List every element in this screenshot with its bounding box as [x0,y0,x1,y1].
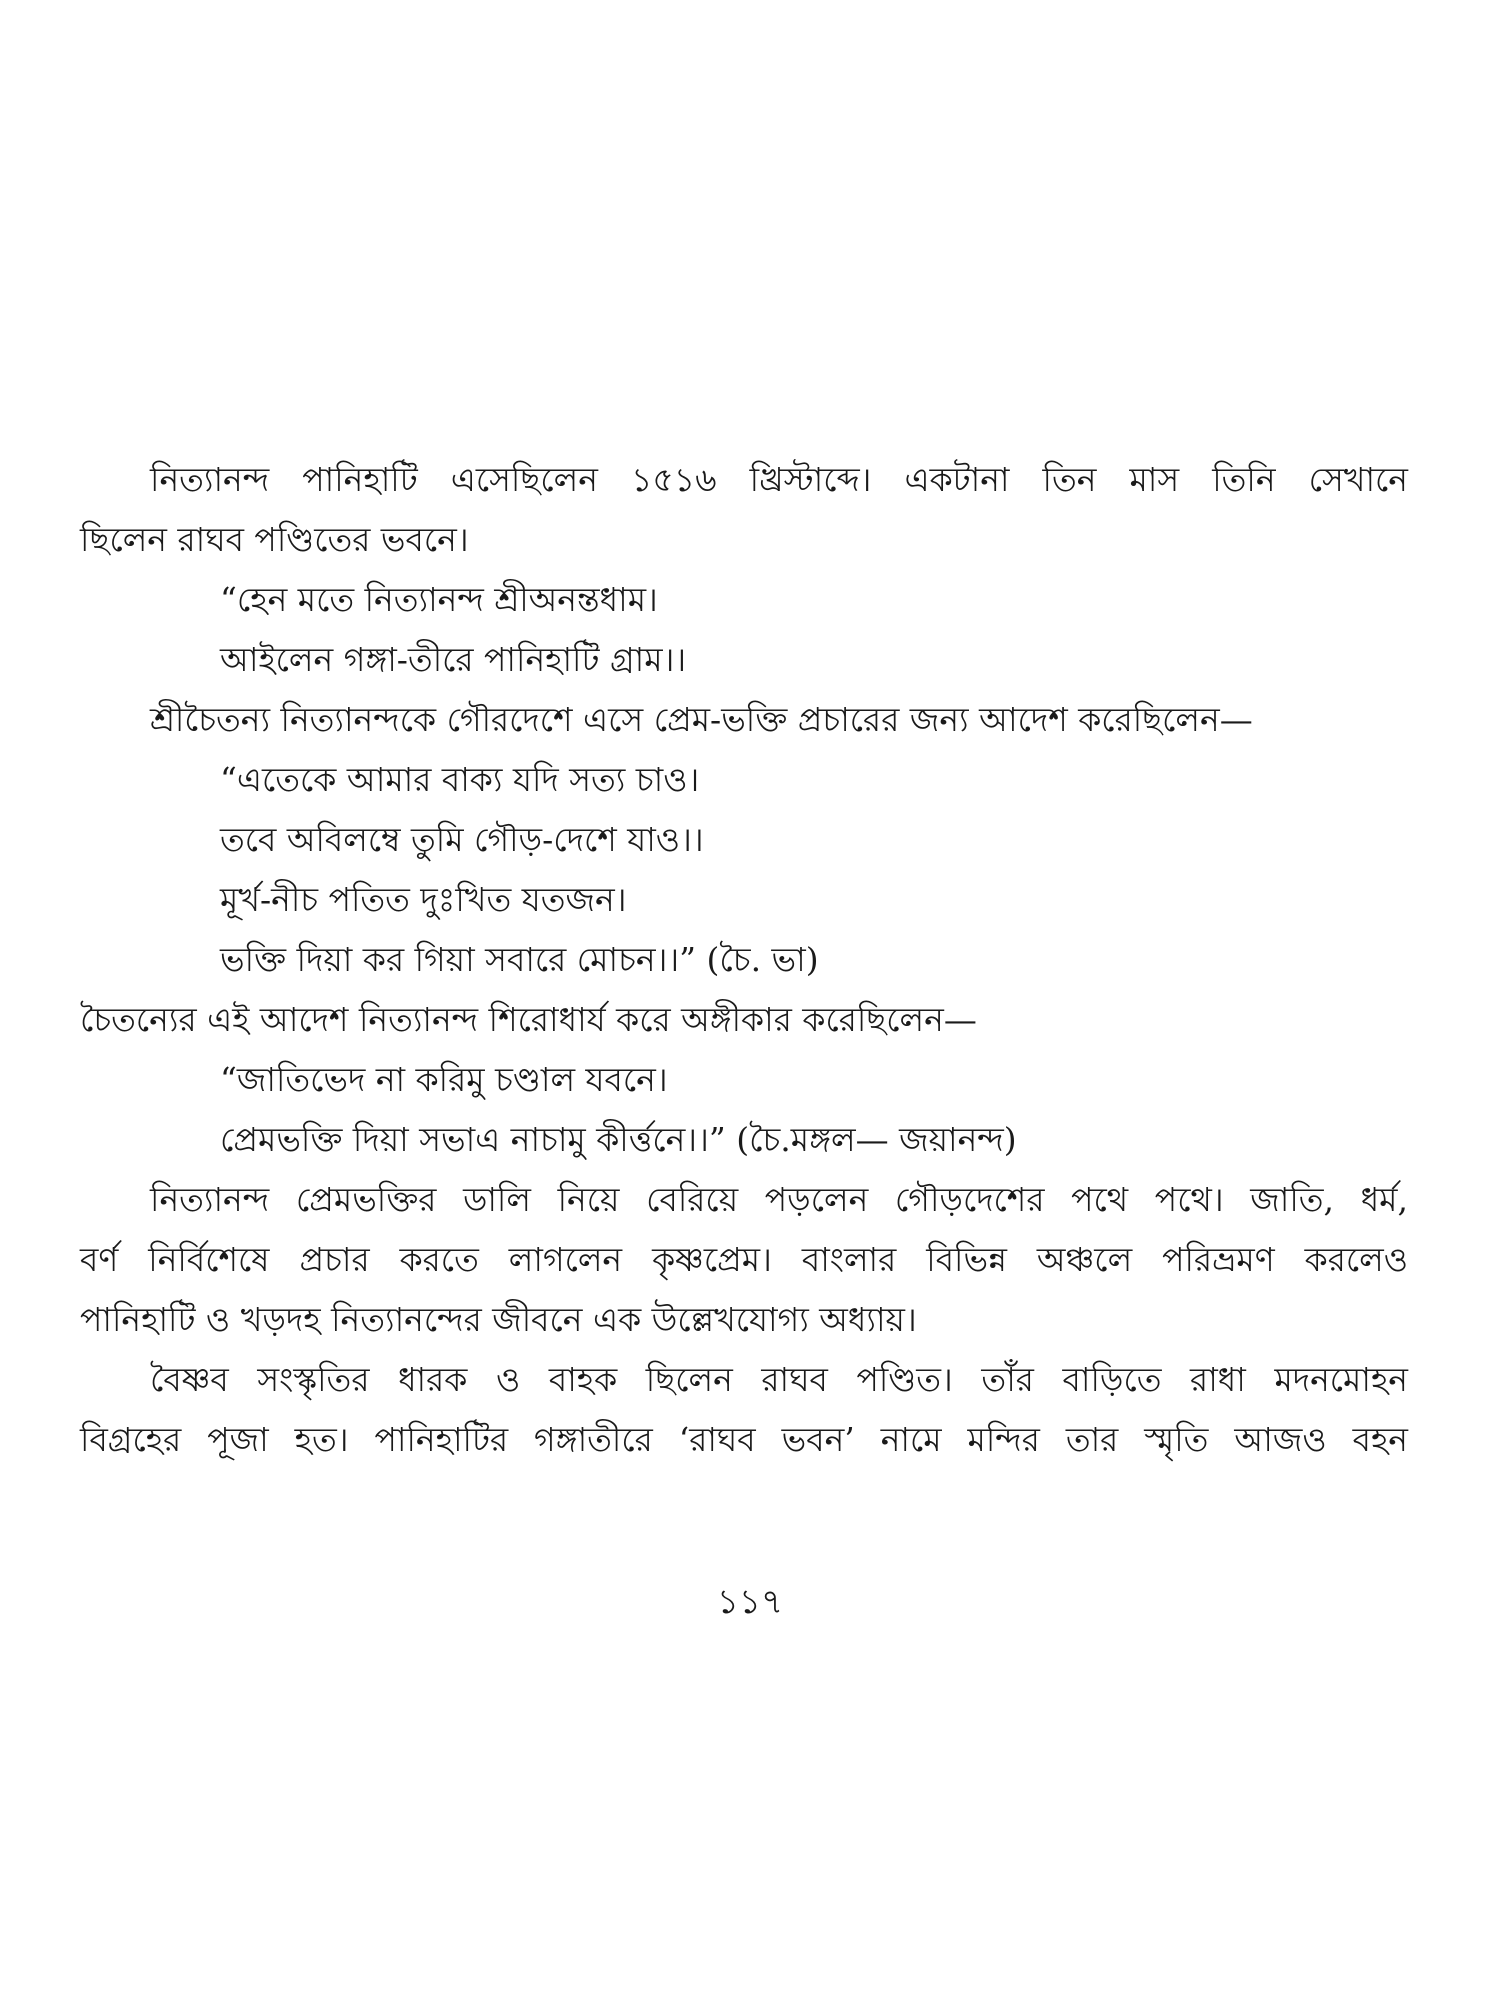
verse-1-line-2: আইলেন গঙ্গা-তীরে পানিহাটি গ্রাম।। [220,640,687,679]
page-number: ১১৭ [716,1582,784,1622]
paragraph-4-line-3: পানিহাটি ও খড়দহ নিত্যানন্দের জীবনে এক উল্লেখযোগ্য অধ্যায়। [80,1300,917,1339]
verse-2-line-3: মূর্খ-নীচ পতিত দুঃখিত যতজন। [220,880,627,919]
verse-3-line-2: প্রেমভক্তি দিয়া সভাএ নাচামু কীর্ত্তনে।।” (চৈ.মঙ্গল— জয়ানন্দ) [220,1120,1017,1159]
paragraph-4-line-2: বর্ণ নির্বিশেষে প্রচার করতে লাগলেন কৃষ্ণপ্রেম। বাংলার বিভিন্ন অঞ্চলে পরিভ্রমণ করলেও [80,1240,1408,1279]
verse-2-line-4: ভক্তি দিয়া কর গিয়া সবারে মোচন।।” (চৈ. ভা) [220,940,819,979]
paragraph-5-line-1: বৈষ্ণব সংস্কৃতির ধারক ও বাহক ছিলেন রাঘব পণ্ডিত। তাঁর বাড়িতে রাধা মদনমোহন [150,1360,1408,1399]
paragraph-5-line-2: বিগ্রহের পূজা হত। পানিহাটির গঙ্গাতীরে ‘রাঘব ভবন’ নামে মন্দির তার স্মৃতি আজও বহন [80,1420,1408,1459]
paragraph-2-line-1: শ্রীচৈতন্য নিত্যানন্দকে গৌরদেশে এসে প্রেম-ভক্তি প্রচারের জন্য আদেশ করেছিলেন— [150,700,1253,739]
paragraph-1-line-1: নিত্যানন্দ পানিহাটি এসেছিলেন ১৫১৬ খ্রিস্টাব্দে। একটানা তিন মাস তিনি সেখানে [150,460,1408,499]
paragraph-1-line-2: ছিলেন রাঘব পণ্ডিতের ভবনে। [80,520,469,559]
verse-3-line-1: “জাতিভেদ না করিমু চণ্ডাল যবনে। [220,1060,668,1099]
verse-1-line-1: “হেন মতে নিত্যানন্দ শ্রীঅনন্তধাম। [220,580,658,619]
verse-2-line-1: “এতেকে আমার বাক্য যদি সত্য চাও। [220,760,700,799]
paragraph-3-line-1: চৈতন্যের এই আদেশ নিত্যানন্দ শিরোধার্য করে অঙ্গীকার করেছিলেন— [80,1000,977,1039]
verse-2-line-2: তবে অবিলম্বে তুমি গৌড়-দেশে যাও।। [220,820,704,859]
paragraph-4-line-1: নিত্যানন্দ প্রেমভক্তির ডালি নিয়ে বেরিয়ে পড়লেন গৌড়দেশের পথে পথে। জাতি, ধর্ম, [150,1180,1408,1219]
